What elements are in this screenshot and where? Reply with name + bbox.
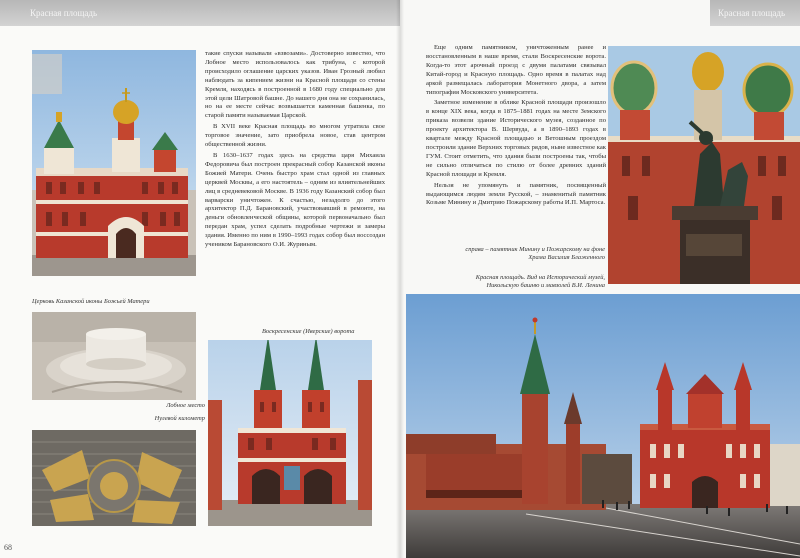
right-page	[400, 0, 800, 558]
minin-pozharsky-photo	[608, 46, 800, 284]
left-paragraph: В XVII веке Красная площадь во многом утратила свое торговое значение, зато приобрела новое, став центром общественной жизни.	[205, 123, 385, 149]
caption-kazan: Церковь Казанской иконы Божьей Матери	[32, 298, 150, 305]
caption-gate: Воскресенские (Иверские) ворота	[262, 328, 355, 335]
left-paragraph: такие спуски называли «взвозами». Достоверно известно, что Лобное место использовалось как трибуна, с которой происходило оглашение царских указов. Иван Грозный любил наблюдать за кипением жизни на Красной площади со стены Кремля, находясь в построенной в 1680 году специально для этой цели Шатровой башне. До нашего дня она не сохранилась, но на ее месте сейчас возвышается каменная башенка, по старой памяти называемая Царской.	[205, 50, 385, 120]
caption-monument: справа – памятник Минину и Пожарскому на фоне Храма Василия Блаженного	[465, 246, 605, 261]
kazan-cathedral-photo	[32, 50, 196, 276]
left-page-number: 68	[4, 543, 12, 552]
left-paragraph: В 1630–1637 годах здесь на средства царя Михаила Федоровича был построен прекрасный собор Казанской иконы Божией Матери. Очень быстро храм стал одной из главных церквей Москвы, а его настоятель – одним из влиятельнейших лиц в средневековой Москве. В 1936 году Казанский собор был варварски уничтожен. К счастью, незадолго до этого архитектор П.Д. Барановский, участвовавший в ремонте, на деньги обновленческой общины, которой первоначально был передан храм, успел сделать подробные чертежи и замеры здания. Именно по ним в 1990–1993 годах собор был воссоздан учеником Барановского О.И. Журиным.	[205, 151, 385, 249]
resurrection-gate-photo	[208, 340, 372, 526]
caption-lobnoe: Лобное место	[166, 402, 205, 409]
caption-square: Красная площадь. Вид на Исторический музей, Никольскую башню и мавзолей В.И. Ленина	[475, 274, 605, 289]
right-paragraph: Заметное изменение в облике Красной площади произошло в конце XIX века, когда в 1875–1881 годах на месте Земского приказа возвели здание Исторического музея, созданное по проекту архитектора В. Шервуда, а в 1890–1893 годах в квартале между Красной площадью и Ветошным проездом построили здание Верхних торговых рядов, ныне известное как ГУМ. Стоит отметить, что здания были построены так, чтобы не сильно отличаться по стилю от более древних зданий Красной площади и Кремля.	[426, 99, 606, 178]
right-text-column	[426, 44, 606, 236]
right-paragraph: Еще одним памятником, уничтоженным ранее и восстановленным в наше время, стали Воскресенские ворота. Когда-то этот арочный проезд с двумя палатами связывал Китай-город и Красную площадь. Одно время в палатах над аркой размещалась лаборатория Монетного двора, а затем типография Московского университета.	[426, 44, 606, 96]
left-running-header: Красная площадь	[30, 8, 98, 18]
caption-kilometer: Нулевой километр	[154, 415, 205, 422]
left-text-column	[205, 50, 385, 312]
right-paragraph: Нельзя не упомянуть и памятник, посвященный выдающимся людям земли Русской, – знаменитый памятник Козьме Минину и Дмитрию Пожарскому работы И.П. Мартоса.	[426, 181, 606, 207]
book-gutter	[396, 0, 404, 558]
lobnoe-mesto-photo	[32, 312, 196, 400]
zero-kilometer-photo	[32, 430, 196, 526]
right-running-header: Красная площадь	[718, 8, 786, 18]
red-square-photo	[406, 294, 800, 558]
